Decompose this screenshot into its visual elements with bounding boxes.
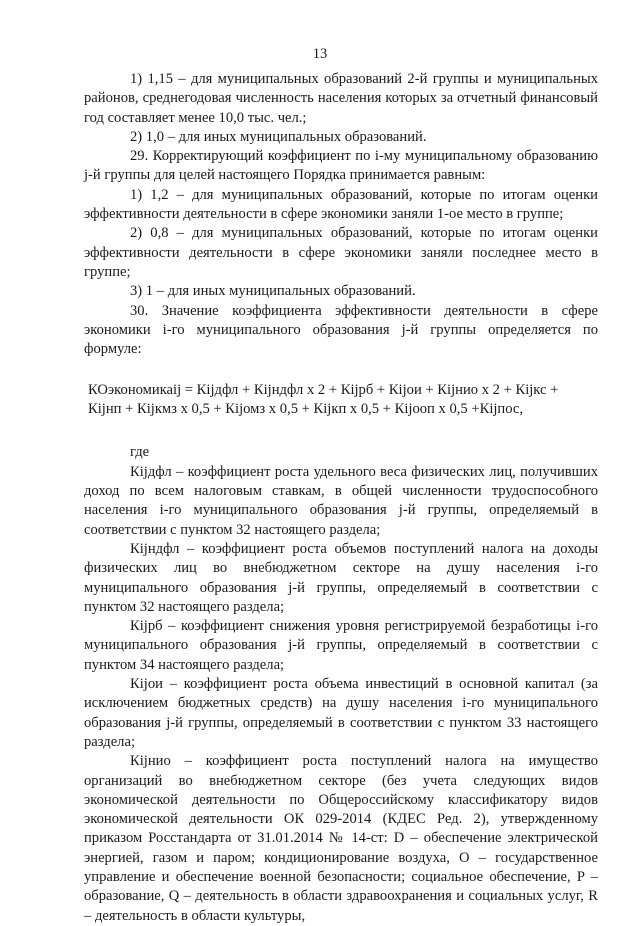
paragraph-clause-30: 30. Значение коэффициента эффективности деятельности в сфере экономики i-го муниципального образования j-й группы определяется по формуле: — [84, 302, 598, 358]
formula-line-1: КОэкономикаij = Кijдфл + Кijндфл х 2 + Кijрб + Кijои + Кijнио х 2 + Кijкс + — [88, 382, 559, 399]
page-number: 13 — [312, 46, 328, 62]
definition-kdfl: Кijдфл – коэффициент роста удельного веса физических лиц, получивших доход по всем налоговым ставкам, в общей численности трудоспособного населения i-го муниципального образования j-й группы, определяемый в соответствии с пунктом 32 настоящего раздела; — [84, 463, 598, 538]
formula-line-2: Кijнп + Кijкмз х 0,5 + Кijомз х 0,5 + Кijкп х 0,5 + Кijооп х 0,5 +Кijпос, — [88, 401, 524, 418]
definition-kndfl: Кijндфл – коэффициент роста объемов поступлений налога на доходы физических лиц во внебюджетном секторе на душу населения i-го муниципального образования j-й группы, определяемый в соответствии с пунктом 32 настоящего раздела; — [84, 540, 598, 615]
formula — [84, 381, 598, 419]
paragraph-clause-29: 29. Корректирующий коэффициент по i-му муниципальному образованию j-й группы для целей настоящего Порядка принимается равным: — [84, 148, 598, 184]
where-label: где — [130, 444, 150, 461]
paragraph-item-1: 1) 1,15 – для муниципальных образований 2-й группы и муниципальных районов, среднегодовая численность населения которых за отчетный финансовый год составляет менее 10,0 тыс. чел.; — [84, 71, 598, 126]
paragraph-item-1: 1) 1,2 – для муниципальных образований, которые по итогам оценки эффективности деятельности в сфере экономики заняли 1-ое место в группе; — [84, 186, 598, 223]
definition-krb: Кijрб – коэффициент снижения уровня регистрируемой безработицы i-го муниципального образования j-й группы, определяемый в соответствии с пунктом 34 настоящего раздела; — [84, 618, 598, 673]
paragraph-item-2: 2) 1,0 – для иных муниципальных образований. — [130, 128, 427, 145]
document-body — [84, 70, 598, 926]
definition-knio: Кijнио – коэффициент роста поступлений налога на имущество организаций во внебюджетном секторе (без учета следующих видов экономической деятельности по Общероссийскому классификатору видов экономической деятельности ОК 029-2014 (КДЕС Ред. 2), утвержденному приказом Росстандарта от 31.01.2014 № 14-ст: D – обеспечение электрической энергией, газом и паром; кондиционирование воздуха, O – государственное управление и обеспечение военной безопасности; социальное обеспечение, P – образование, Q – деятельность в области здравоохранения и социальных услуг, R – деятельность в области культуры, — [84, 753, 598, 924]
paragraph-item-2: 2) 0,8 – для муниципальных образований, которые по итогам оценки эффективности деятельности в сфере экономики заняли последнее место в группе; — [84, 225, 598, 280]
definition-koi: Кijои – коэффициент роста объема инвестиций в основной капитал (за исключением бюджетных средств) на душу населения i-го муниципального образования j-й группы, определяемый в соответствии с пунктом 33 настоящего раздела; — [84, 676, 598, 750]
paragraph-item-3: 3) 1 – для иных муниципальных образований. — [130, 283, 416, 300]
